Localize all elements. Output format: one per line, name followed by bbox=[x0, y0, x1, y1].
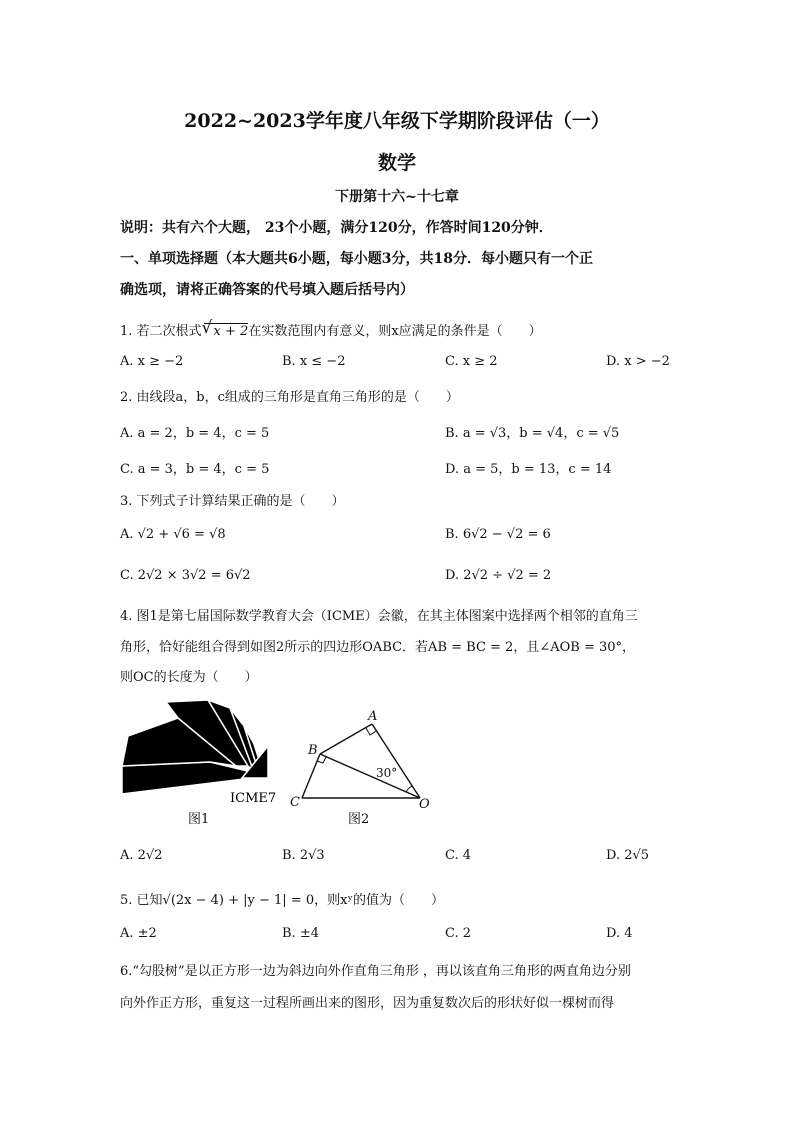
question-4-line3: 则OC的长度为（ ） bbox=[120, 670, 258, 685]
question-1-stem-pre: 1. 若二次根式 bbox=[120, 324, 202, 339]
q1-option-a: A. x ≥ −2 bbox=[120, 354, 184, 369]
section-heading-line1: 一、单项选择题（本大题共6小题，每小题3分，共18分．每小题只有一个正 bbox=[120, 251, 593, 267]
q4-option-c: C. 4 bbox=[445, 848, 472, 863]
q2-option-c: C. a = 3，b = 4，c = 5 bbox=[120, 462, 270, 477]
label-o: O bbox=[419, 797, 430, 808]
question-4-line1: 4. 图1是第七届国际数学教育大会（ICME）会徽，在其主体图案中选择两个相邻的直角三 bbox=[120, 609, 638, 624]
q4-option-a: A. 2√2 bbox=[120, 848, 163, 863]
q5-option-d: D. 4 bbox=[606, 926, 633, 941]
q2-option-a: A. a = 2，b = 4，c = 5 bbox=[120, 426, 270, 441]
instructions: 说明：共有六个大题， 23个小题，满分120分，作答时间120分钟． bbox=[120, 220, 553, 236]
q3-option-c: C. 2√2 × 3√2 = 6√2 bbox=[120, 568, 251, 583]
page-title: 2022~2023学年度八年级下学期阶段评估（一） bbox=[184, 110, 610, 132]
angle-label: 30° bbox=[376, 766, 398, 780]
q5-option-c: C. 2 bbox=[445, 926, 472, 941]
subject-title: 数学 bbox=[377, 152, 416, 174]
figure-2-caption: 图2 bbox=[348, 812, 370, 827]
q4-option-d: D. 2√5 bbox=[606, 848, 650, 863]
chapter-range: 下册第十六~十七章 bbox=[335, 189, 459, 205]
q3-option-d: D. 2√2 ÷ √2 = 2 bbox=[445, 568, 552, 583]
q5-option-b: B. ±4 bbox=[282, 926, 319, 941]
question-1-radicand: x + 2 bbox=[213, 324, 249, 339]
q1-option-b: B. x ≤ −2 bbox=[282, 354, 346, 369]
q4-option-b: B. 2√3 bbox=[282, 848, 325, 863]
q3-option-a: A. √2 + √6 = √8 bbox=[120, 527, 226, 542]
figure-1-icme-logo bbox=[118, 696, 278, 808]
figure-1-caption: 图1 bbox=[188, 812, 210, 827]
question-4-line2: 角形，恰好能组合得到如图2所示的四边形OABC．若AB = BC = 2，且∠AOB = 30°， bbox=[120, 640, 636, 655]
question-1-stem bbox=[120, 320, 542, 340]
q3-option-b: B. 6√2 − √2 = 6 bbox=[445, 527, 551, 542]
question-1-radical: √ x + 2 bbox=[201, 318, 249, 339]
q2-option-b: B. a = √3，b = √4，c = √5 bbox=[445, 426, 620, 441]
q5-option-a: A. ±2 bbox=[120, 926, 157, 941]
question-2-stem: 2. 由线段a，b，c组成的三角形是直角三角形的是（ ） bbox=[120, 390, 459, 405]
label-a: A bbox=[368, 709, 378, 724]
angle-arc-o bbox=[406, 786, 412, 792]
label-c: C bbox=[290, 795, 300, 808]
segment-ab bbox=[320, 724, 372, 754]
question-5-stem: 5. 已知√(2x − 4) + |y − 1| = 0，则xʸ的值为（ ） bbox=[120, 893, 444, 908]
section-heading-line2: 确选项，请将正确答案的代号填入题后括号内） bbox=[120, 282, 414, 298]
question-6-line1: 6.“勾股树”是以正方形一边为斜边向外作直角三角形 ，再以该直角三角形的两直角边分别 bbox=[120, 964, 631, 979]
icme-logo-text: ICME7 bbox=[230, 791, 277, 806]
question-3-stem: 3. 下列式子计算结果正确的是（ ） bbox=[120, 494, 345, 509]
q1-option-c: C. x ≥ 2 bbox=[445, 354, 498, 369]
label-b: B bbox=[308, 743, 318, 758]
figure-2-quadrilateral bbox=[282, 704, 442, 808]
q1-option-d: D. x > −2 bbox=[606, 354, 670, 369]
question-6-line2: 向外作正方形，重复这一过程所画出来的图形，因为重复数次后的形状好似一棵树而得 bbox=[120, 996, 615, 1011]
question-1-stem-post: 在实数范围内有意义，则x应满足的条件是（ ） bbox=[248, 324, 542, 339]
q2-option-d: D. a = 5，b = 13，c = 14 bbox=[445, 462, 612, 477]
